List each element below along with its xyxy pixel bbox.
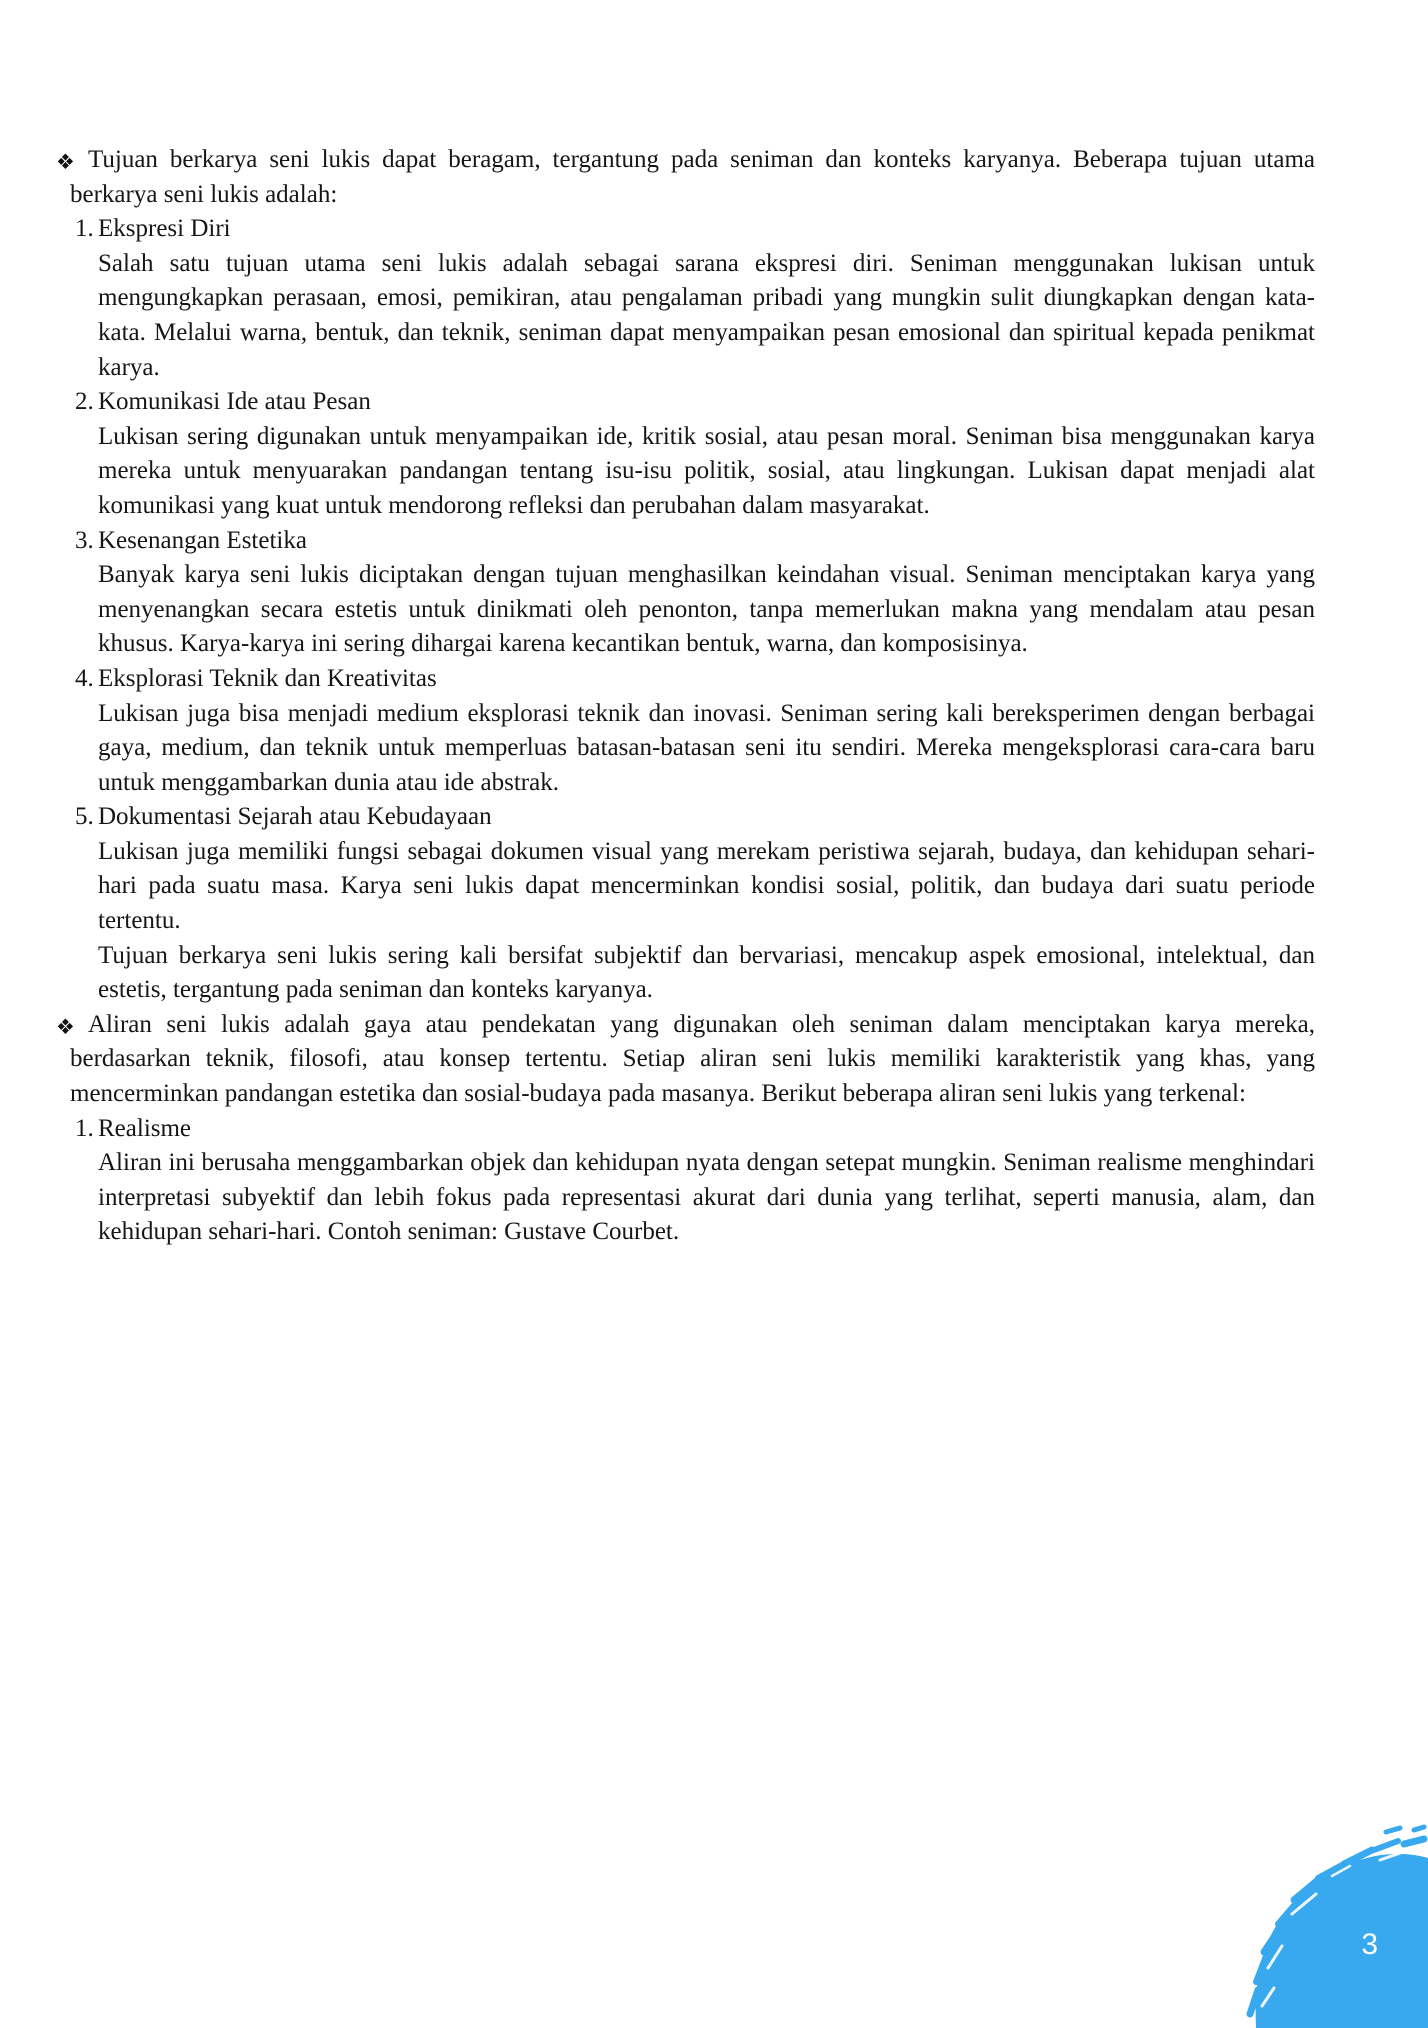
page-content [56, 143, 1315, 1250]
diamond-bullet-icon: ❖ [56, 150, 75, 174]
list-item-number: 4. [75, 664, 94, 692]
list-item-heading [75, 212, 1315, 247]
section-tujuan-berkarya [56, 143, 1315, 1008]
section-intro-paragraph [56, 1008, 1315, 1112]
list-item-paragraph: Tujuan berkarya seni lukis sering kali bersifat subjektif dan bervariasi, mencakup aspek emosional, intelektual, dan estetis, tergantung pada seniman dan konteks karyanya. [98, 941, 1315, 1004]
list-item-title: Kesenangan Estetika [98, 526, 307, 554]
list-item-title: Dokumentasi Sejarah atau Kebudayaan [98, 803, 492, 831]
list-item-number: 5. [75, 803, 94, 831]
list-item [70, 385, 1315, 523]
list-item-paragraph: Lukisan juga memiliki fungsi sebagai dokumen visual yang merekam peristiwa sejarah, budaya, dan kehidupan sehari-hari pada suatu masa. Karya seni lukis dapat mencerminkan kondisi sosial, politik, dan budaya dari suatu periode tertentu. [98, 837, 1315, 935]
list-item-heading [75, 662, 1315, 697]
list-item-title: Realisme [98, 1114, 192, 1142]
list-item [70, 662, 1315, 800]
list-item-title: Komunikasi Ide atau Pesan [98, 388, 371, 416]
section-intro-text: Tujuan berkarya seni lukis dapat beragam, tergantung pada seniman dan konteks karyanya. Beberapa tujuan utama berkarya seni lukis adalah: [70, 146, 1315, 208]
list-item-heading [75, 524, 1315, 559]
list-item-number: 2. [75, 388, 94, 416]
list-item-heading [75, 1112, 1315, 1147]
list-item-number: 3. [75, 526, 94, 554]
list-item [70, 800, 1315, 1008]
diamond-bullet-icon: ❖ [56, 1014, 75, 1039]
page-corner-decoration [1228, 1818, 1428, 2028]
list-item-paragraph: Banyak karya seni lukis diciptakan dengan tujuan menghasilkan keindahan visual. Seniman menciptakan karya yang menyenangkan secara estetis untuk dinikmati oleh penonton, tanpa memerlukan makna yang mendalam atau pesan khusus. Karya-karya ini sering dihargai karena kecantikan bentuk, warna, dan komposisinya. [98, 561, 1315, 658]
list-item [70, 524, 1315, 662]
list-item-paragraph: Lukisan juga bisa menjadi medium eksplorasi teknik dan inovasi. Seniman sering kali bereksperimen dengan berbagai gaya, medium, dan teknik untuk memperluas batasan-batasan seni itu sendiri. Mereka mengeksplorasi cara-cara baru untuk menggambarkan dunia atau ide abstrak. [98, 699, 1315, 796]
list-item-heading [75, 385, 1315, 420]
brush-stroke-decoration [1228, 1818, 1428, 2028]
list-item-paragraph: Salah satu tujuan utama seni lukis adalah sebagai sarana ekspresi diri. Seniman menggunakan lukisan untuk mengungkapkan perasaan, emosi, pemikiran, atau pengalaman pribadi yang mungkin sulit diungkapkan dengan kata-kata. Melalui warna, bentuk, dan teknik, seniman dapat menyampaikan pesan emosional dan spiritual kepada penikmat karya. [98, 249, 1315, 381]
list-item-title: Ekspresi Diri [98, 215, 231, 243]
list-item-number: 1. [75, 215, 94, 243]
page-number: 3 [1361, 1928, 1378, 1961]
section-aliran-seni-lukis [56, 1008, 1315, 1250]
list-item [70, 212, 1315, 385]
list-item [70, 1112, 1315, 1250]
list-item-number: 1. [75, 1114, 94, 1142]
list-item-title: Eksplorasi Teknik dan Kreativitas [98, 664, 437, 692]
section-intro-paragraph [56, 143, 1315, 212]
section-intro-text: Aliran seni lukis adalah gaya atau pendekatan yang digunakan oleh seniman dalam menciptakan karya mereka, berdasarkan teknik, filosofi, atau konsep tertentu. Setiap aliran seni lukis memiliki karakteristik yang khas, yang mencerminkan pandangan estetika dan sosial-budaya pada masanya. Berikut beberapa aliran seni lukis yang terkenal: [70, 1010, 1315, 1108]
list-item-heading [75, 800, 1315, 835]
list-item-paragraph: Lukisan sering digunakan untuk menyampaikan ide, kritik sosial, atau pesan moral. Seniman bisa menggunakan karya mereka untuk menyuarakan pandangan tentang isu-isu politik, sosial, atau lingkungan. Lukisan dapat menjadi alat komunikasi yang kuat untuk mendorong refleksi dan perubahan dalam masyarakat. [98, 422, 1315, 519]
list-item-paragraph: Aliran ini berusaha menggambarkan objek dan kehidupan nyata dengan setepat mungkin. Seniman realisme menghindari interpretasi subyektif dan lebih fokus pada representasi akurat dari dunia yang terlihat, seperti manusia, alam, dan kehidupan sehari-hari. Contoh seniman: Gustave Courbet. [98, 1149, 1315, 1246]
